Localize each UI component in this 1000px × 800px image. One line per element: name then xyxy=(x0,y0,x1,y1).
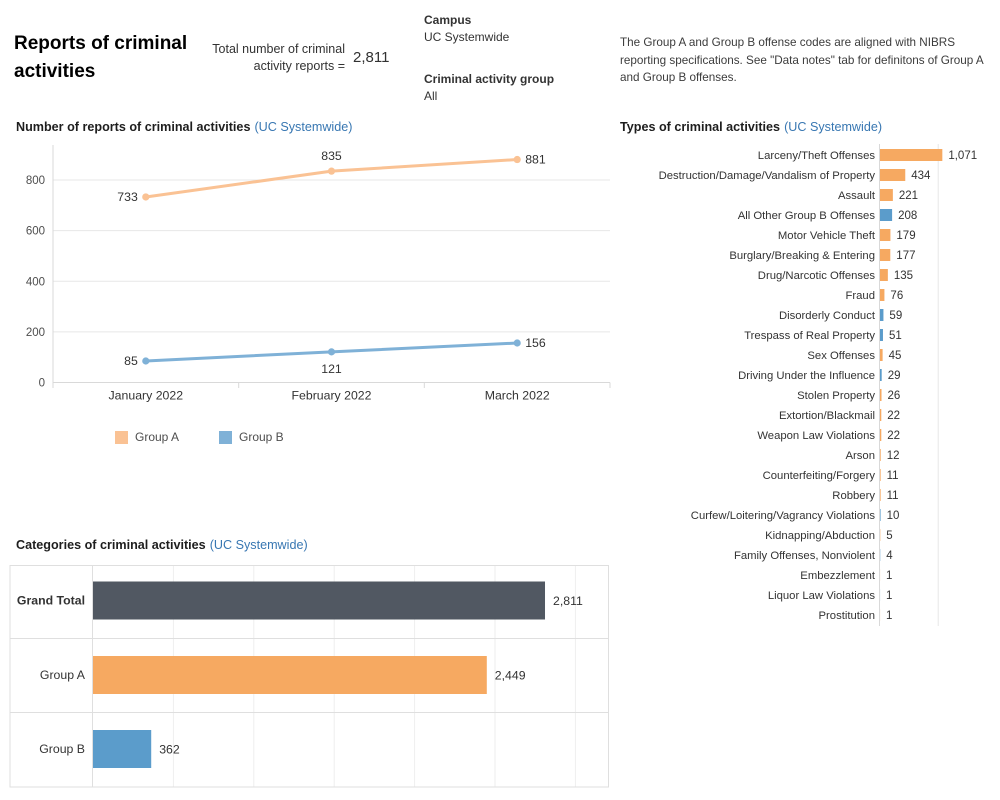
activity-group-filter-value[interactable]: All xyxy=(424,89,438,103)
type-label-arson: Arson xyxy=(845,450,875,462)
group-b-legend-label: Group B xyxy=(239,430,284,444)
x-axis-label-march-2022: March 2022 xyxy=(484,388,550,403)
bar-larceny-theft-offenses[interactable] xyxy=(880,149,942,161)
group-a-legend-swatch xyxy=(115,431,128,444)
legend-item-group-a[interactable] xyxy=(115,430,179,444)
bar-value-driving-under-the-influence: 29 xyxy=(887,370,901,382)
bar-destruction-damage-vandalism-of-property[interactable] xyxy=(880,169,905,181)
bar-value-curfew-loitering-vagrancy-violations: 10 xyxy=(886,510,900,522)
y-axis-label-800: 800 xyxy=(25,175,45,188)
type-label-extortion-blackmail: Extortion/Blackmail xyxy=(778,410,875,422)
bar-stolen-property[interactable] xyxy=(880,389,882,401)
type-label-larceny-theft-offenses: Larceny/Theft Offenses xyxy=(757,150,875,162)
group-b-value-label-february-2022: 121 xyxy=(321,361,342,376)
bar-value-disorderly-conduct: 59 xyxy=(889,310,903,322)
bar-robbery[interactable] xyxy=(880,489,881,501)
bar-value-sex-offenses: 45 xyxy=(888,350,902,362)
types-chart-title xyxy=(620,120,882,134)
bar-value-burglary-breaking-entering: 177 xyxy=(896,250,916,262)
bar-trespass-of-real-property[interactable] xyxy=(880,329,883,341)
bar-value-drug-narcotic-offenses: 135 xyxy=(893,270,914,282)
y-axis-label-400: 400 xyxy=(25,276,45,289)
line-chart xyxy=(0,140,620,412)
y-axis-label-600: 600 xyxy=(25,225,45,238)
bar-curfew-loitering-vagrancy-violations[interactable] xyxy=(880,509,881,521)
bar-arson[interactable] xyxy=(880,449,881,461)
bar-value-stolen-property: 26 xyxy=(887,390,901,402)
bar-value-destruction-damage-vandalism-of-property: 434 xyxy=(911,170,931,182)
type-label-kidnapping-abduction: Kidnapping/Abduction xyxy=(765,530,875,542)
group-a-value-label-february-2022: 835 xyxy=(321,149,342,164)
bar-value-weapon-law-violations: 22 xyxy=(887,430,901,442)
categories-chart-title xyxy=(16,538,308,552)
bar-burglary-breaking-entering[interactable] xyxy=(880,249,890,261)
total-reports-label: Total number of criminal activity reports = xyxy=(212,42,345,73)
group-a-value-label-march-2022: 881 xyxy=(525,152,546,167)
y-axis-label-200: 200 xyxy=(25,326,45,339)
group-a-point-march-2022[interactable] xyxy=(514,156,521,163)
types-bar-chart xyxy=(620,140,1000,635)
type-label-curfew-loitering-vagrancy-violations: Curfew/Loitering/Vagrancy Violations xyxy=(690,510,875,522)
campus-filter-value[interactable]: UC Systemwide xyxy=(424,30,510,44)
type-label-all-other-group-b-offenses: All Other Group B Offenses xyxy=(737,210,875,222)
bar-sex-offenses[interactable] xyxy=(880,349,883,361)
type-label-prostitution: Prostitution xyxy=(818,610,875,622)
type-label-fraud: Fraud xyxy=(845,290,875,302)
bar-group-b[interactable] xyxy=(93,730,151,768)
bar-value-family-offenses-nonviolent: 4 xyxy=(886,550,893,562)
group-b-value-label-january-2022: 85 xyxy=(124,353,138,368)
bar-driving-under-the-influence[interactable] xyxy=(880,369,882,381)
bar-value-assault: 221 xyxy=(898,190,919,202)
x-axis-label-january-2022: January 2022 xyxy=(108,388,184,403)
type-label-family-offenses-nonviolent: Family Offenses, Nonviolent xyxy=(733,550,875,562)
group-a-legend-label: Group A xyxy=(135,430,180,444)
bar-fraud[interactable] xyxy=(880,289,884,301)
group-b-point-january-2022[interactable] xyxy=(142,357,149,364)
bar-disorderly-conduct[interactable] xyxy=(880,309,883,321)
bar-counterfeiting-forgery[interactable] xyxy=(880,469,881,481)
line-chart-title-main: Number of reports of criminal activities xyxy=(16,120,251,134)
type-label-robbery: Robbery xyxy=(832,490,875,502)
bar-value-prostitution: 1 xyxy=(886,610,893,622)
type-label-destruction-damage-vandalism-of-property: Destruction/Damage/Vandalism of Property xyxy=(658,170,875,182)
line-chart-title-suffix: (UC Systemwide) xyxy=(254,120,353,134)
bar-value-grand-total: 2,811 xyxy=(553,594,583,608)
legend-item-group-b[interactable] xyxy=(219,430,284,444)
categories-chart-title-suffix: (UC Systemwide) xyxy=(209,538,308,552)
group-b-point-february-2022[interactable] xyxy=(328,348,335,355)
y-axis-label-0: 0 xyxy=(38,377,45,390)
type-label-burglary-breaking-entering: Burglary/Breaking & Entering xyxy=(729,250,875,262)
bar-value-trespass-of-real-property: 51 xyxy=(888,330,902,342)
type-label-stolen-property: Stolen Property xyxy=(797,390,875,402)
bar-grand-total[interactable] xyxy=(93,582,545,620)
category-label-group-a: Group A xyxy=(39,668,85,682)
group-b-point-march-2022[interactable] xyxy=(514,339,521,346)
line-chart-title xyxy=(16,120,352,134)
bar-weapon-law-violations[interactable] xyxy=(880,429,881,441)
type-label-drug-narcotic-offenses: Drug/Narcotic Offenses xyxy=(757,270,875,282)
campus-filter-label: Campus xyxy=(424,13,472,27)
bar-value-kidnapping-abduction: 5 xyxy=(886,530,893,542)
bar-value-motor-vehicle-theft: 179 xyxy=(896,230,916,242)
bar-all-other-group-b-offenses[interactable] xyxy=(880,209,892,221)
type-label-motor-vehicle-theft: Motor Vehicle Theft xyxy=(777,230,875,242)
bar-value-all-other-group-b-offenses: 208 xyxy=(898,210,918,222)
type-label-sex-offenses: Sex Offenses xyxy=(807,350,875,362)
bar-value-robbery: 11 xyxy=(886,490,899,502)
bar-group-a[interactable] xyxy=(93,656,487,694)
group-a-point-january-2022[interactable] xyxy=(142,193,149,200)
activity-group-filter-label: Criminal activity group xyxy=(424,72,555,86)
type-label-assault: Assault xyxy=(837,190,875,202)
bar-drug-narcotic-offenses[interactable] xyxy=(880,269,888,281)
page-title: Reports of criminal activities xyxy=(14,33,188,82)
type-label-counterfeiting-forgery: Counterfeiting/Forgery xyxy=(762,470,875,482)
type-label-disorderly-conduct: Disorderly Conduct xyxy=(778,310,875,322)
group-a-point-february-2022[interactable] xyxy=(328,168,335,175)
type-label-trespass-of-real-property: Trespass of Real Property xyxy=(744,330,875,342)
bar-motor-vehicle-theft[interactable] xyxy=(880,229,890,241)
bar-extortion-blackmail[interactable] xyxy=(880,409,881,421)
group-b-value-label-march-2022: 156 xyxy=(525,336,546,351)
group-a-value-label-january-2022: 733 xyxy=(117,189,138,204)
types-chart-title-main: Types of criminal activities xyxy=(620,120,781,134)
categories-chart-title-main: Categories of criminal activities xyxy=(16,538,206,552)
bar-value-group-b: 362 xyxy=(159,742,180,757)
bar-value-embezzlement: 1 xyxy=(886,570,893,582)
type-label-driving-under-the-influence: Driving Under the Influence xyxy=(738,370,875,382)
bar-value-counterfeiting-forgery: 11 xyxy=(886,470,899,482)
bar-value-larceny-theft-offenses: 1,071 xyxy=(948,150,978,162)
bar-value-group-a: 2,449 xyxy=(494,668,526,683)
x-axis-label-february-2022: February 2022 xyxy=(291,388,372,403)
group-a-line[interactable] xyxy=(146,160,517,197)
category-label-grand-total: Grand Total xyxy=(16,593,85,608)
bar-assault[interactable] xyxy=(880,189,893,201)
bar-value-fraud: 76 xyxy=(890,290,904,302)
total-reports-value: 2,811 xyxy=(353,49,390,66)
type-label-embezzlement: Embezzlement xyxy=(800,570,875,582)
bar-value-arson: 12 xyxy=(886,450,900,462)
nibrs-note: The Group A and Group B offense codes are aligned with NIBRS reporting specifications. See "Data notes" tab for definitons of Group A and Group B offenses. xyxy=(620,36,984,84)
bar-value-extortion-blackmail: 22 xyxy=(887,410,901,422)
types-chart-title-suffix: (UC Systemwide) xyxy=(784,120,883,134)
type-label-weapon-law-violations: Weapon Law Violations xyxy=(757,430,875,442)
categories-bar-chart xyxy=(0,558,620,800)
category-label-group-b: Group B xyxy=(39,742,85,756)
bar-value-liquor-law-violations: 1 xyxy=(886,590,893,602)
type-label-liquor-law-violations: Liquor Law Violations xyxy=(767,590,875,602)
group-b-legend-swatch xyxy=(219,431,232,444)
